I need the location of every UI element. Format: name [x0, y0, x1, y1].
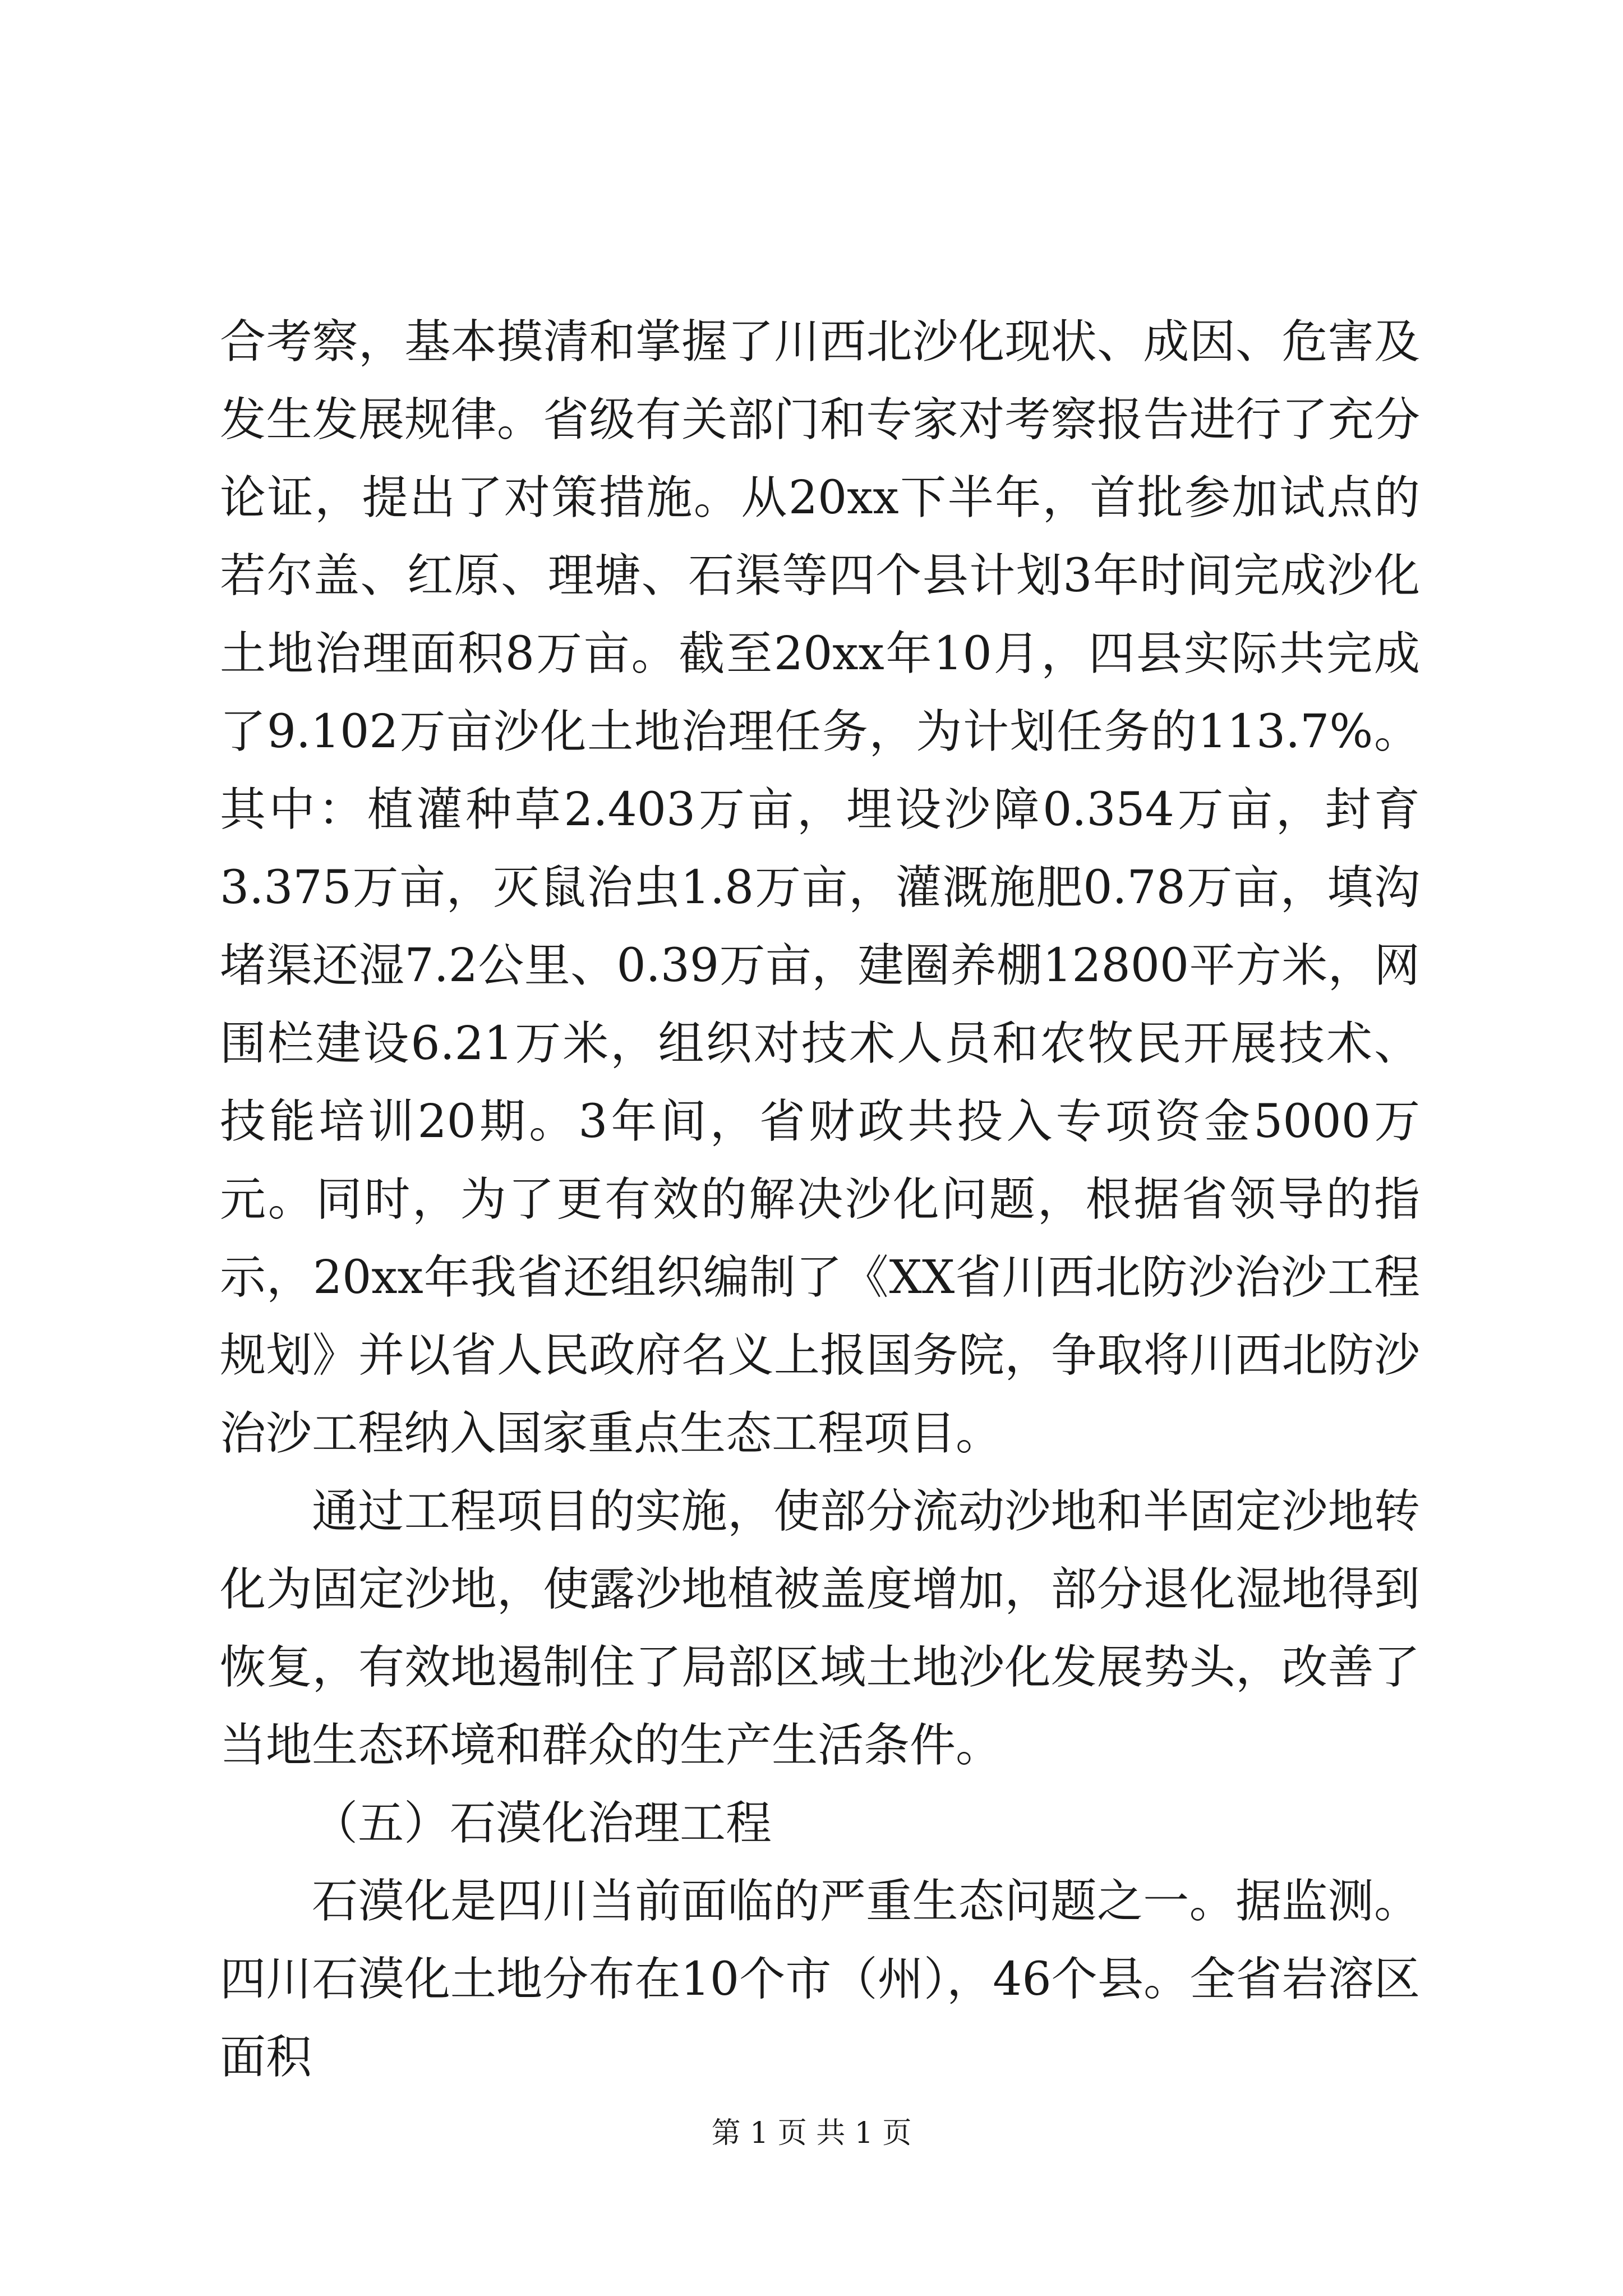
paragraph-continuation: 合考察，基本摸清和掌握了川西北沙化现状、成因、危害及发生发展规律。省级有关部门和专家对考察报告进行了充分论证，提出了对策措施。从20xx下半年，首批参加试点的若尔盖、红原、理塘、石渠等四个县计划3年时间完成沙化土地治理面积8万亩。截至20xx年10月，四县实际共完成了9.102万亩沙化土地治理任务，为计划任务的113.7%。其中：植灌种草2.403万亩，埋设沙障0.354万亩，封育3.375万亩，灭鼠治虫1.8万亩，灌溉施肥0.78万亩，填沟堵渠还湿7.2公里、0.39万亩，建圈养棚12800平方米，网围栏建设6.21万米，组织对技术人员和农牧民开展技术、技能培训20期。3年间，省财政共投入专项资金5000万元。同时，为了更有效的解决沙化问题，根据省领导的指示，20xx年我省还组织编制了《XX省川西北防沙治沙工程规划》并以省人民政府名义上报国务院，争取将川西北防沙治沙工程纳入国家重点生态工程项目。: [220, 315, 1420, 1460]
page-footer: 第 1 页 共 1 页: [711, 2116, 912, 2150]
section-heading: （五）石漠化治理工程: [312, 1797, 772, 1850]
body-text: [220, 303, 1420, 2096]
paragraph-results: 通过工程项目的实施，使部分流动沙地和半固定沙地转化为固定沙地，使露沙地植被盖度增加，部分退化湿地得到恢复，有效地遏制住了局部区域土地沙化发展势头，改善了当地生态环境和群众的生产生活条件。: [220, 1485, 1420, 1772]
paragraph-rocky-desertification: 石漠化是四川当前面临的严重生态问题之一。据监测。四川石漠化土地分布在10个市（州），46个县。全省岩溶区面积: [220, 1875, 1420, 2084]
